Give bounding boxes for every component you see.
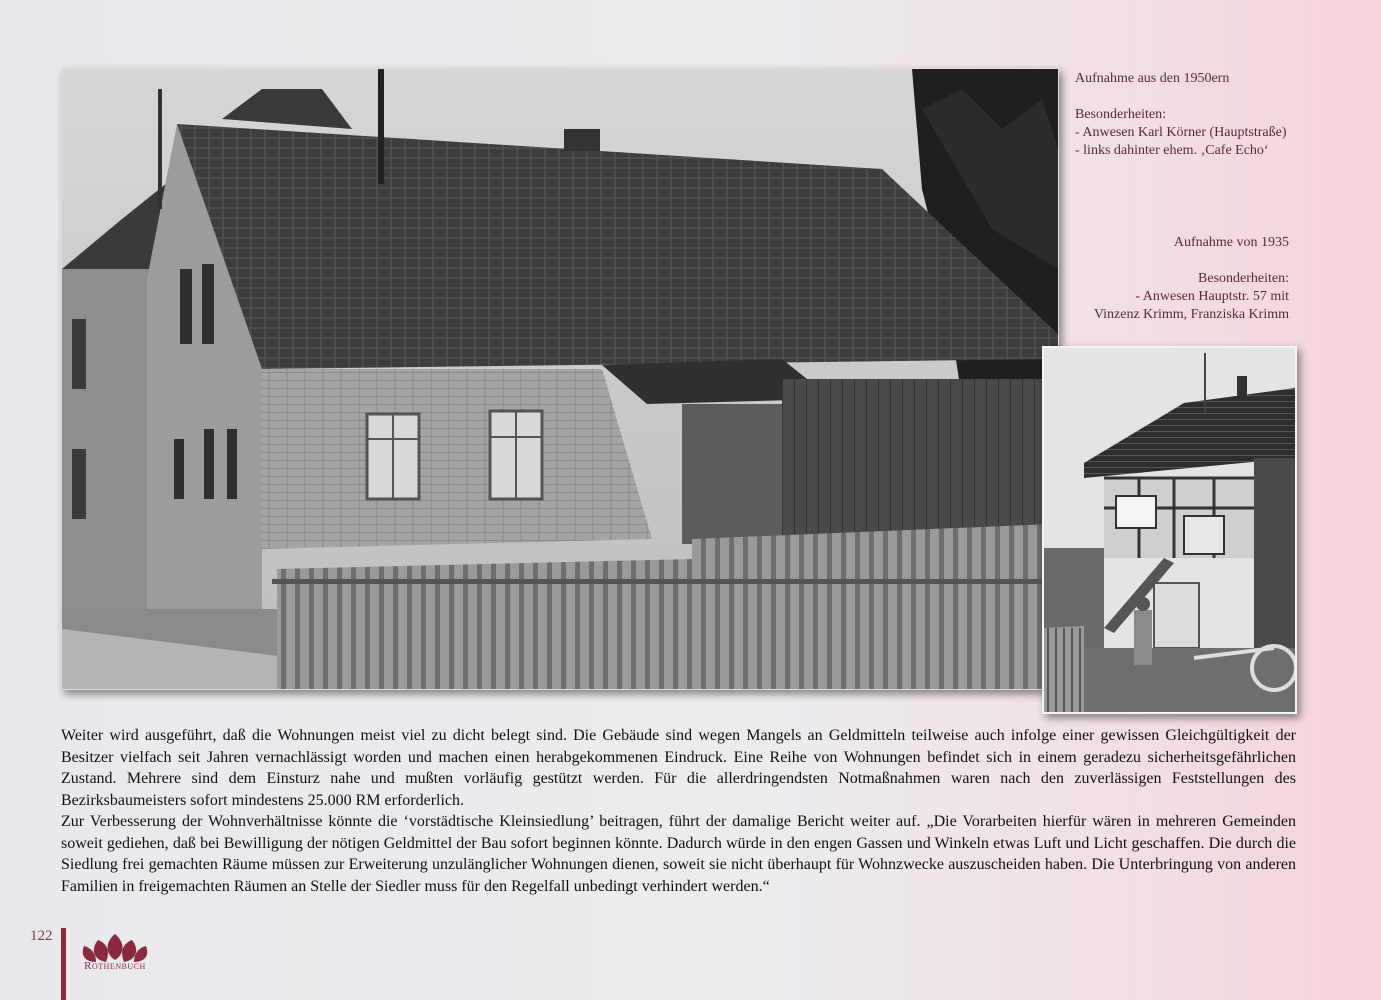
caption-1935-item-1: - Anwesen Hauptstr. 57 mit <box>1135 289 1289 304</box>
caption-1935-heading: Besonderheiten: <box>1198 271 1289 286</box>
caption-1950s <box>1075 70 1315 160</box>
caption-1935-item-2: Vinzenz Krimm, Franziska Krimm <box>1093 307 1289 322</box>
courtyard-photo-illustration <box>1044 348 1295 712</box>
page-number: 122 <box>30 928 53 944</box>
body-paragraph-1: Weiter wird ausgeführt, daß die Wohnungen meist viel zu dicht belegt sind. Die Gebäude sind wegen Mangels an Geldmitteln teilweise auch infolge einer gewissen Gleichgültigkeit der Besitzer vielfach seit Jahren vernachlässigt worden und machen einen herabgekommenen Eindruck. Eine Reihe von Wohnungen befindet sich in einem geradezu sicherheitsgefährlichen Zustand. Mehrere sind dem Einsturz nahe und mußten vorläufig gestützt werden. Für die allerdringendsten Notmaßnahmen waren nach den zuverlässigen Feststellungen des Bezirksbaumeisters sofort mindestens 25.000 RM erforderlich. <box>61 727 1296 809</box>
caption-1950s-heading: Besonderheiten: <box>1075 107 1166 122</box>
footer-accent-bar <box>61 928 66 1000</box>
logo-text: Rothenbuch <box>84 960 146 972</box>
main-photo <box>61 68 1059 690</box>
caption-1950s-title: Aufnahme aus den 1950ern <box>1075 71 1230 86</box>
caption-1935 <box>1060 234 1289 324</box>
small-photo <box>1042 346 1297 714</box>
caption-1950s-item-1: - Anwesen Karl Körner (Hauptstraße) <box>1075 125 1287 140</box>
house-photo-illustration <box>62 69 1058 689</box>
caption-1935-title: Aufnahme von 1935 <box>1173 235 1289 250</box>
body-text <box>61 725 1296 897</box>
body-paragraph-2: Zur Verbesserung der Wohnverhältnisse könnte die ‘vorstädtische Kleinsiedlung’ beitragen, führt der damalige Bericht weiter auf. „Die Vorarbeiten hierfür wären in mehreren Gemeinden soweit gediehen, daß bei Bewilligung der nötigen Geldmittel der Bau sofort beginnen könnte. Dadurch würde in den engen Gassen und Winkeln etwas Luft und Licht geschaffen. Die durch die Siedlung frei gemachten Räume müssen zur Erweiterung unzulänglicher Wohnungen dienen, soweit sie nicht überhaupt für Wohnzwecke auszuscheiden haben. Die Unterbringung von anderen Familien in freigemachten Räumen an Stelle der Siedler muss für den Regelfall unbedingt verhindert werden.“ <box>61 813 1296 895</box>
caption-1950s-item-2: - links dahinter ehem. ‚Cafe Echo‘ <box>1075 143 1269 158</box>
